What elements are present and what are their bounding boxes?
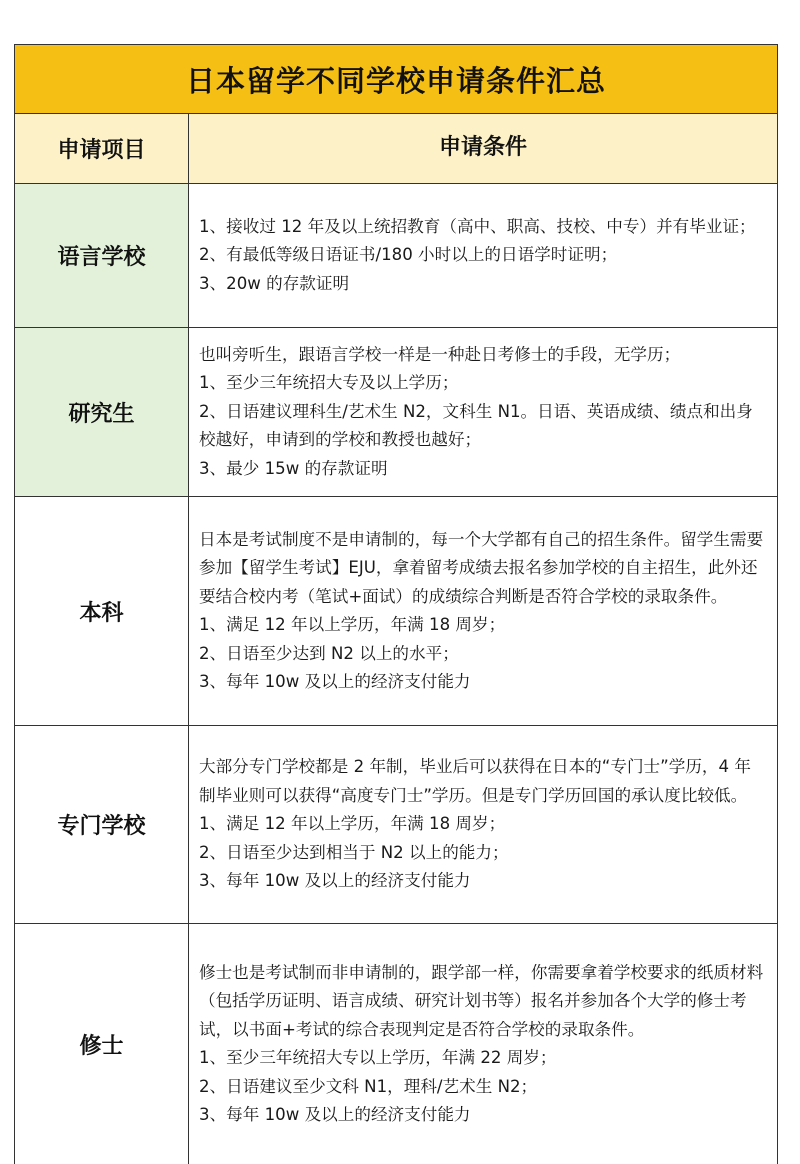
table-row <box>15 497 777 726</box>
condition-line: 日本是考试制度不是申请制的，每一个大学都有自己的招生条件。留学生需要参加【留学生考试】EJU，拿着留考成绩去报名参加学校的自主招生，此外还要结合校内考（笔试+面试）的成绩综合判断是否符合学校的录取条件。 <box>199 529 764 606</box>
condition-line: 3、每年 10w 及以上的经济支付能力 <box>199 1105 471 1124</box>
condition-line: 3、最少 15w 的存款证明 <box>199 458 388 478</box>
header-item: 申请项目 <box>15 114 189 183</box>
condition-line: 修士也是考试制而非申请制的，跟学部一样，你需要拿着学校要求的纸质材料（包括学历证明、语言成绩、研究计划书等）报名并参加各个大学的修士考试，以书面+考试的综合表现判定是否符合学校的录取条件。 <box>199 962 764 1039</box>
row-conditions <box>189 184 777 327</box>
row-item-research-student: 研究生 <box>15 328 189 496</box>
row-item-vocational-school: 专门学校 <box>15 726 189 923</box>
row-conditions <box>189 726 777 923</box>
table-row <box>15 924 777 1164</box>
table-row <box>15 726 777 924</box>
condition-line: 1、满足 12 年以上学历，年满 18 周岁； <box>199 615 506 634</box>
condition-line: 3、20w 的存款证明 <box>199 273 350 293</box>
condition-line: 2、日语至少达到 N2 以上的水平； <box>199 643 459 663</box>
row-conditions <box>189 497 777 725</box>
row-item-masters: 修士 <box>15 924 189 1164</box>
condition-line: 2、日语至少达到相当于 N2 以上的能力； <box>199 842 509 862</box>
table-row <box>15 184 777 328</box>
row-conditions <box>189 328 777 496</box>
condition-line: 2、日语建议理科生/艺术生 N2，文科生 N1。日语、英语成绩、绩点和出身校越好，申请到的学校和教授也越好； <box>199 401 753 450</box>
requirements-table <box>14 44 778 1164</box>
condition-line: 2、日语建议至少文科 N1，理科/艺术生 N2； <box>199 1076 538 1096</box>
condition-line: 3、每年 10w 及以上的经济支付能力 <box>199 871 471 891</box>
table-header-row <box>15 114 777 184</box>
condition-line: 1、满足 12 年以上学历，年满 18 周岁； <box>199 814 506 834</box>
condition-line: 3、每年 10w 及以上的经济支付能力 <box>199 672 471 691</box>
row-item-language-school: 语言学校 <box>15 184 189 327</box>
row-item-undergraduate: 本科 <box>15 497 189 725</box>
row-conditions <box>189 924 777 1164</box>
table-title: 日本留学不同学校申请条件汇总 <box>15 45 777 114</box>
condition-line: 也叫旁听生，跟语言学校一样是一种赴日考修士的手段，无学历； <box>199 344 681 364</box>
condition-line: 2、有最低等级日语证书/180 小时以上的日语学时证明； <box>199 245 618 265</box>
condition-line: 1、至少三年统招大专以上学历，年满 22 周岁； <box>199 1048 557 1067</box>
header-conditions: 申请条件 <box>189 114 777 183</box>
condition-line: 大部分专门学校都是 2 年制，毕业后可以获得在日本的“专门士”学历，4 年制毕业则可以获得“高度专门士”学历。但是专门学历回国的承认度比较低。 <box>199 757 751 805</box>
condition-line: 1、接收过 12 年及以上统招教育（高中、职高、技校、中专）并有毕业证； <box>199 216 756 236</box>
condition-line: 1、至少三年统招大专及以上学历； <box>199 373 459 393</box>
table-row <box>15 328 777 497</box>
